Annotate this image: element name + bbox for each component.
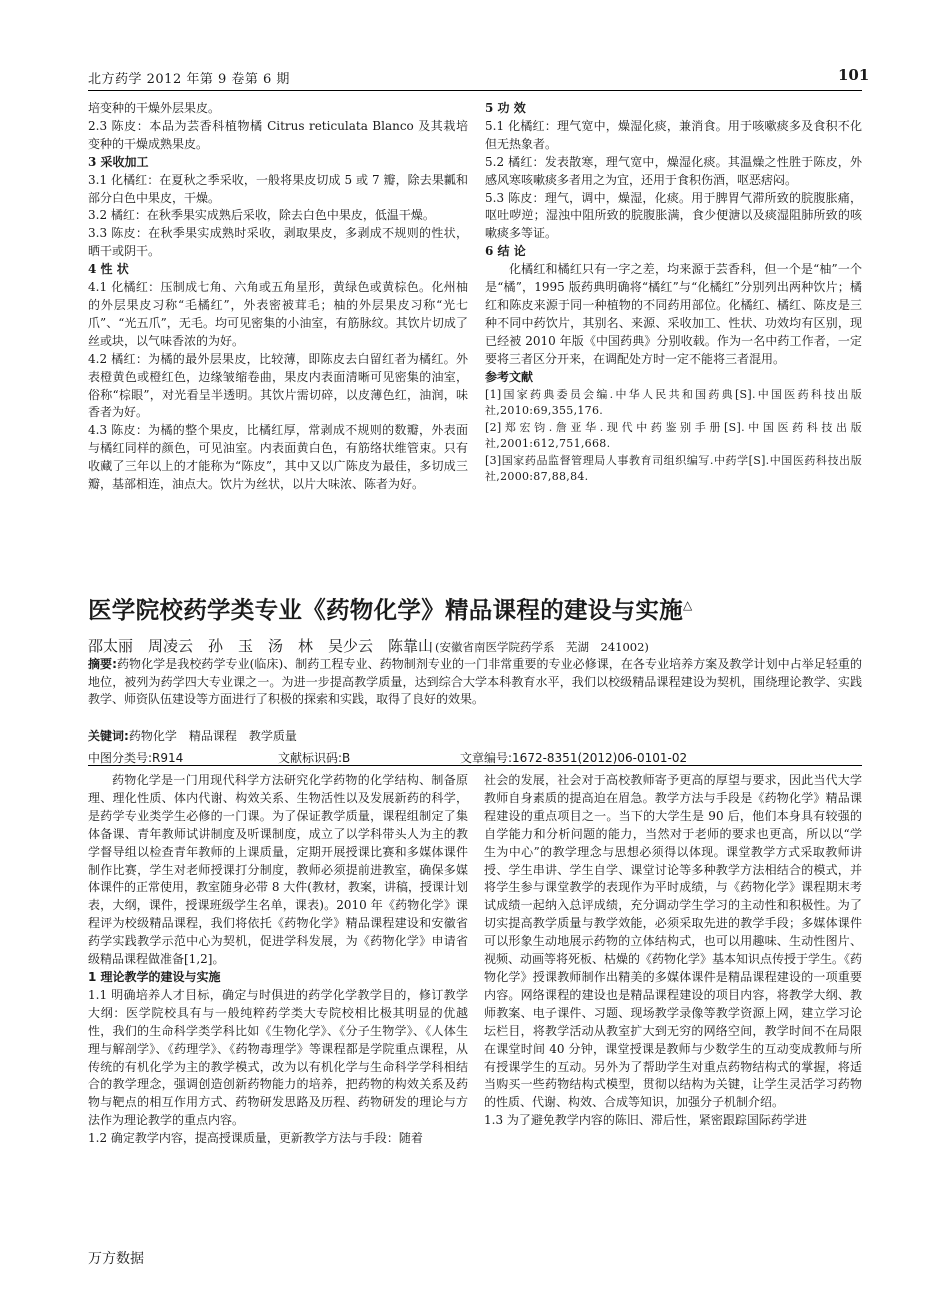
prev-article-left-column xyxy=(88,100,468,494)
article-number: 文章编号:1672-8351(2012)06-0101-02 xyxy=(460,751,688,765)
article-title-text: 医学院校药学类专业《药物化学》精品课程的建设与实施 xyxy=(88,596,683,624)
reference-item: [1]国家药典委员会编.中华人民共和国药典[S].中国医药科技出版社,2010:69,355,176. xyxy=(485,387,862,417)
paragraph: 1.2 确定教学内容，提高授课质量，更新教学方法与手段：随着 xyxy=(88,1131,423,1146)
article-left-column xyxy=(88,772,468,1148)
article-right-column xyxy=(484,772,862,1130)
section-heading: 参考文献 xyxy=(485,369,534,384)
authors: 邵太丽 周凌云 孙 玉 汤 林 吴少云 陈靠山 xyxy=(88,637,434,655)
paragraph: 2.3 陈皮：本品为芸香科植物橘 Citrus reticulata Blanco 及其栽培变种的干燥成熟果皮。 xyxy=(88,118,468,151)
paragraph: 3.3 陈皮：在秋季果实成熟时采收，剥取果皮，多剥成不规则的性状，晒干或阴干。 xyxy=(88,226,468,259)
affiliation: (安徽省南医学院药学系 芜湖 241002) xyxy=(435,640,649,654)
paragraph: 化橘红和橘红只有一字之差，均来源于芸香科，但一个是“柚”一个是“橘”，1995 版药典明确将“橘红”与“化橘红”分别列出两种饮片；橘红和陈皮来源于同一种植物的不同药用部位。化橘红、橘红、陈皮是三种不同中药饮片，其别名、来源、采收加工、性状、功效均有区别，现已经被 2010 年版《中国药典》分别收载。作为一名中药工作者，一定要将三者区分开来，在调配处方时一定不能将三者混用。 xyxy=(485,262,862,366)
paragraph: 1.1 明确培养人才目标，确定与时俱进的药学化学教学目的，修订教学大纲：医学院校具有与一般纯粹药学类大专院校相比极其明显的优越性，我们的生命科学类学科比如《生物化学》、《分子生物学》、《人体生理与解剖学》、《药理学》、《药物毒理学》等课程都是学院重点课程，从传统的有机化学为主的教学模式，改为以有机化学与生命科学学科相结合的教学理念，强调创造创新药物能力的培养，把药物的构效关系及药物与靶点的相互作用方式、药物研发思路及历程、药物研发的理论与方法作为理论教学的重点内容。 xyxy=(88,987,468,1128)
paragraph: 药物化学是一门用现代科学方法研究化学药物的化学结构、制备原理、理化性质、体内代谢、构效关系、生物活性以及发展新药的科学，是药学专业类学生必修的一门课。为了保证教学质量，课程组制定了集体备课、青年教师试讲制度及听课制度，成立了以学科带头人为主的教学督导组以检查青年教师的上课质量，定期开展授课比赛和多媒体课件制作比赛，学生对老师授课打分制度，教师必须提前进教室，确保多媒体课件的正常使用，教室随身必带 8 大件(教材，教案，讲稿，授课计划表，大纲，课件，授课班级学生名单，课表)。2010 年《药物化学》课程评为校级精品课程，我们将依托《药物化学》精品课程建设和安徽省药学实践教学示范中心为契机，促进学科发展，为《药物化学》申请省级精品课程做准备[1,2]。 xyxy=(88,773,468,967)
article-title xyxy=(88,591,878,625)
prev-article-right-column xyxy=(485,100,862,486)
abstract xyxy=(88,656,862,709)
paragraph: 1.3 为了避免教学内容的陈旧、滞后性，紧密跟踪国际药学进 xyxy=(484,1113,807,1128)
abstract-text: 药物化学是我校药学专业(临床)、制药工程专业、药物制剂专业的一门非常重要的专业必修课，在各专业培养方案及教学计划中占举足轻重的地位，被列为药学四大专业课之一。为进一步提高教学质量，达到综合大学本科教育水平，我们以校级精品课程建设为契机，围绕理论教学、实践教学、师资队伍建设等方面进行了积极的探索和实践，取得了良好的效果。 xyxy=(88,657,862,707)
author-line xyxy=(88,635,649,656)
header-divider xyxy=(88,90,862,91)
paragraph: 4.3 陈皮：为橘的整个果皮，比橘红厚，常剥成不规则的数瓣，外表面与橘红同样的颜色，可见油室。内表面黄白色，有筋络状维管束。只有收藏了三年以上的才能称为“陈皮”，其中又以广陈皮为最佳，多切成三瓣，基部相连，油点大。饮片为丝状，以片大味浓、陈者为好。 xyxy=(88,423,468,492)
paragraph: 培变种的干燥外层果皮。 xyxy=(88,101,221,115)
section-heading: 3 采收加工 xyxy=(88,154,149,169)
keywords-label: 关键词: xyxy=(88,729,129,743)
paragraph: 社会的发展，社会对于高校教师寄予更高的厚望与要求，因此当代大学教师自身素质的提高迫在眉急。教学方法与手段是《药物化学》精品课程建设的重点项目之一。当下的大学生是 90 后，他们本身具有较强的自学能力和分析问题的能力，当然对于老师的要求也更高，所以以“学生为中心”的教学理念与思想必须得以体现。课堂教学方式采取教师讲授、学生串讲、学生自学、课堂讨论等多种教学方法相结合的模式，并将学生参与课堂教学的表现作为平时成绩，与《药物化学》课程期末考试成绩一起纳入总评成绩，充分调动学生学习的主动性和积极性。为了切实提高教学质量与教学效能，必须采取先进的教学手段；多媒体课件可以形象生动地展示药物的立体结构式，也可以用趣味、生动性图片、视频、动画等将死板、枯燥的《药物化学》基本知识点传授于学生。《药物化学》授课教师制作出精美的多媒体课件是精品课程建设的一项重要内容。网络课程的建设也是精品课程建设的项目内容，将教学大纲、教师教案、电子课件、习题、现场教学录像等教学资源上网，建立学习论坛栏目，将教学活动从教室扩大到无穷的网络空间，教学时间不在局限在课堂时间 40 分钟，课堂授课是教师与少数学生的互动变成教师与所有授课学生的互动。另外为了帮助学生对重点药物结构式的掌握，将适当购买一些药物结构式模型，贯彻以结构为关键，让学生灵活学习药物的性质、代谢、构效、合成等知识，加强分子机制介绍。 xyxy=(484,773,863,1110)
reference-item: [2]郑宏钧.詹亚华.现代中药鉴别手册[S].中国医药科技出版社,2001:612,751,668. xyxy=(485,420,862,450)
document-code: 文献标识码:B xyxy=(278,751,351,765)
section-heading: 1 理论教学的建设与实施 xyxy=(88,969,221,984)
section-heading: 6 结 论 xyxy=(485,244,526,259)
watermark: 万方数据 xyxy=(88,1251,144,1267)
abstract-divider xyxy=(88,765,862,766)
keywords xyxy=(88,727,297,744)
paragraph: 5.3 陈皮：理气，调中，燥湿，化痰。用于脾胃气滞所致的脘腹胀痛，呕吐哕逆；湿浊中阻所致的脘腹胀满，食少便溏以及痰湿阻肺所致的咳嗽痰多等证。 xyxy=(485,190,862,241)
paragraph: 3.2 橘红：在秋季果实成熟后采收，除去白色中果皮，低温干燥。 xyxy=(88,208,435,223)
page-number: 101 xyxy=(838,66,870,84)
class-number: 中图分类号:R914 xyxy=(88,751,184,765)
paragraph: 5.2 橘红：发表散寒，理气宽中，燥湿化痰。其温燥之性胜于陈皮，外感风寒咳嗽痰多者用之为宜，还用于食积伤酒，呕恶痞闷。 xyxy=(485,154,862,187)
abstract-label: 摘要: xyxy=(88,657,117,671)
section-heading: 4 性 状 xyxy=(88,262,129,277)
running-header-journal: 北方药学 2012 年第 9 卷第 6 期 xyxy=(88,72,290,87)
paragraph: 3.1 化橘红：在夏秋之季采收，一般将果皮切成 5 或 7 瓣，除去果瓤和部分白色中果皮，干燥。 xyxy=(88,172,468,205)
reference-item: [3]国家药品监督管理局人事教育司组织编写.中药学[S].中国医药科技出版社,2000:87,88,84. xyxy=(485,453,862,483)
paragraph: 5.1 化橘红：理气宽中，燥湿化痰，兼消食。用于咳嗽痰多及食积不化但无热象者。 xyxy=(485,118,862,151)
keywords-text: 药物化学 精品课程 教学质量 xyxy=(128,729,297,743)
title-footnote-mark: △ xyxy=(683,598,693,613)
paragraph: 4.1 化橘红：压制成七角、六角或五角星形，黄绿色或黄棕色。化州柚的外层果皮习称“毛橘红”，外表密被茸毛；柚的外层果皮习称“光七爪”、“光五爪”，无毛。均可见密集的小油室，有筋脉纹。其饮片切成了丝或块，以气味香浓的为好。 xyxy=(88,280,468,348)
section-heading: 5 功 效 xyxy=(485,101,526,115)
paragraph: 4.2 橘红：为橘的最外层果皮，比较薄，即陈皮去白留红者为橘红。外表橙黄色或橙红色，边缘皱缩卷曲，果皮内表面清晰可见密集的油室，俗称“棕眼”，对光看呈半透明。其饮片需切碎，以皮薄色红，油润，味香者为好。 xyxy=(88,351,468,420)
